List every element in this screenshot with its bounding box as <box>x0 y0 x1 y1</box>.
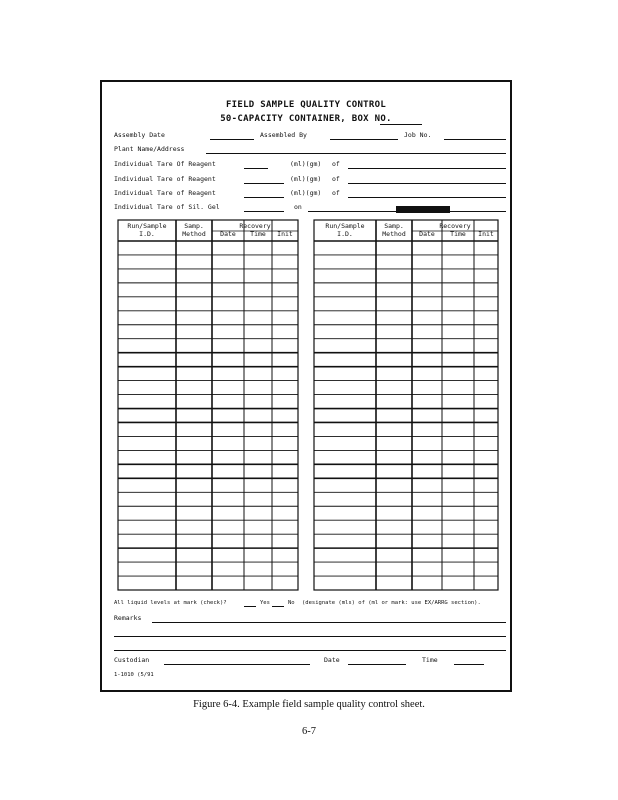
left-header-init: Init <box>277 230 293 238</box>
custodian-label: Custodian <box>114 656 150 664</box>
right-header-id: I.D. <box>337 230 353 238</box>
assembled-by-label: Assembled By <box>260 131 307 139</box>
job-no-label: Job No. <box>404 131 432 139</box>
right-header-time: Time <box>450 230 466 238</box>
form-title: FIELD SAMPLE QUALITY CONTROL <box>225 100 387 110</box>
footer-time-label: Time <box>422 656 438 664</box>
right-header-init: Init <box>478 230 494 238</box>
right-header-date: Date <box>419 230 435 238</box>
left-header-method: Method <box>182 230 206 238</box>
tare-1-units: (ml)(gm) <box>290 160 322 168</box>
yes-label: Yes <box>260 600 270 606</box>
left-header-id: I.D. <box>139 230 155 238</box>
remarks-label: Remarks <box>114 614 142 622</box>
plant-name-label: Plant Name/Address <box>114 145 185 153</box>
no-label: No <box>288 600 295 606</box>
tare-2-units: (ml)(gm) <box>290 175 322 183</box>
right-header-recovery: Recovery <box>439 222 471 230</box>
tare-1-of: of <box>332 160 340 168</box>
right-header-method: Method <box>382 230 406 238</box>
designate-note: (designate (mls) of (ml or mark: use EX/ARRG section). <box>302 600 481 606</box>
assembly-date-label: Assembly Date <box>114 131 165 139</box>
left-header-samp: Samp. <box>184 222 204 230</box>
tare-4-label: Individual Tare of Sil. Gel <box>114 203 220 211</box>
left-header-time: Time <box>250 230 266 238</box>
sample-table-left <box>118 220 298 590</box>
tare-3-of: of <box>332 189 340 197</box>
form-subtitle: 50-CAPACITY CONTAINER, BOX NO. <box>220 114 392 124</box>
footer-date-label: Date <box>324 656 340 664</box>
right-header-run-sample: Run/Sample <box>325 222 365 230</box>
tare-1-label: Individual Tare Of Reagent <box>114 160 216 168</box>
tare-3-label: Individual Tare of Reagent <box>114 189 216 197</box>
form-number: 1-1010 (5/91 <box>114 672 154 678</box>
tare-2-label: Individual Tare of Reagent <box>114 175 216 183</box>
tare-3-units: (ml)(gm) <box>290 189 322 197</box>
left-header-run-sample: Run/Sample <box>127 222 167 230</box>
liquid-levels-label: All liquid levels at mark (check)? <box>114 600 227 606</box>
left-header-date: Date <box>220 230 236 238</box>
tare-2-of: of <box>332 175 340 183</box>
tare-4-on: on <box>294 203 302 211</box>
page-number: 6-7 <box>302 726 316 737</box>
left-header-recovery: Recovery <box>239 222 271 230</box>
figure-caption: Figure 6-4. Example field sample quality control sheet. <box>193 699 425 710</box>
right-header-samp: Samp. <box>384 222 404 230</box>
sample-table-right <box>314 220 498 590</box>
